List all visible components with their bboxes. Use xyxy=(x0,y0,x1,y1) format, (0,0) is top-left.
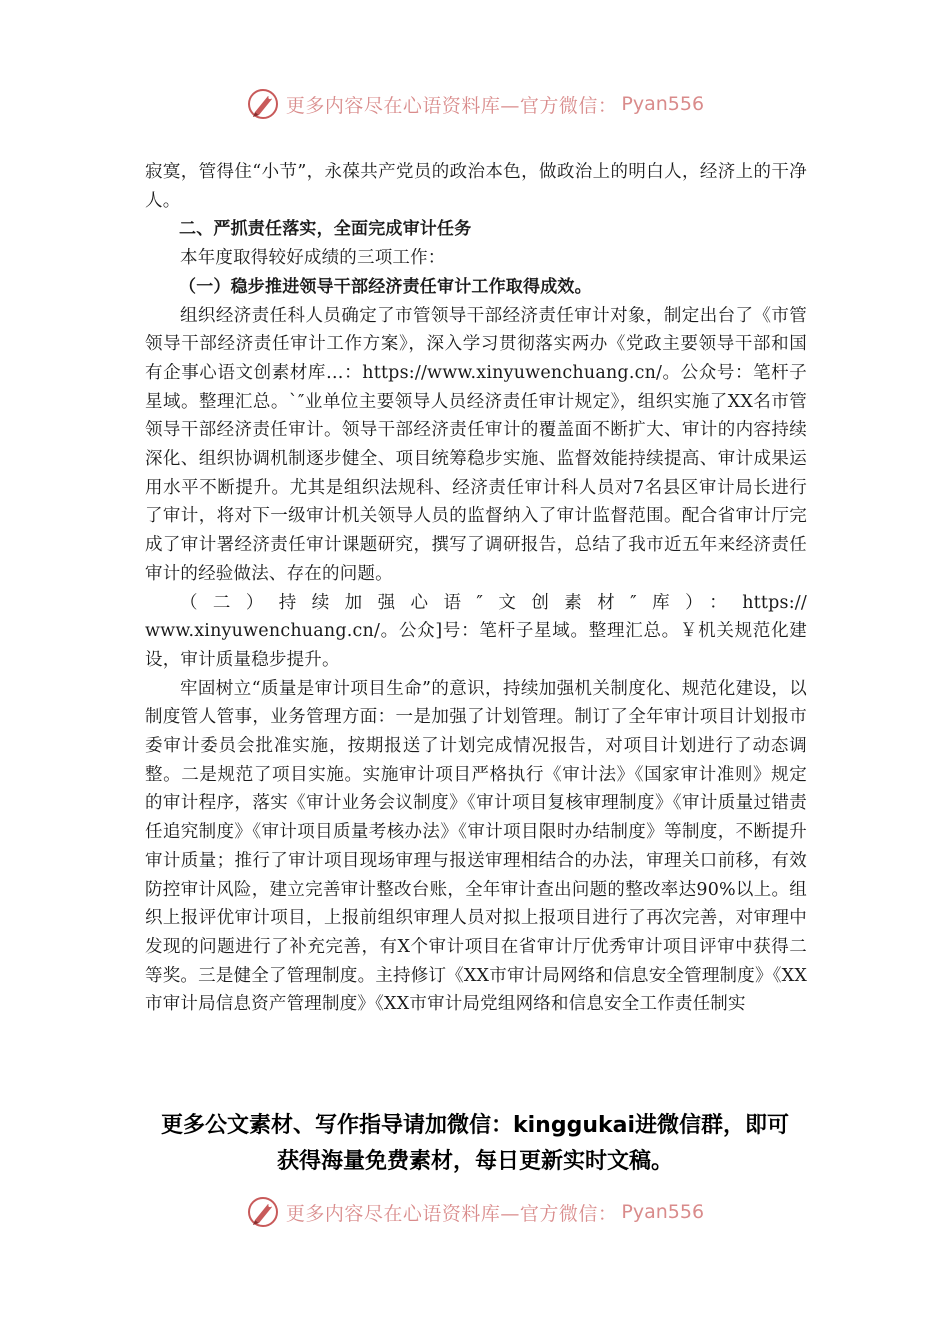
promo-notice xyxy=(100,1108,850,1180)
promo-line-2: 获得海量免费素材，每日更新实时文稿。 xyxy=(276,1149,673,1174)
document-body xyxy=(145,158,807,1019)
watermark-text: 更多内容尽在心语资料库—官方微信： xyxy=(285,1202,618,1225)
watermark-wechat-id: Pyan556 xyxy=(621,93,705,115)
paragraph-audit-work: 组织经济责任科人员确定了市管领导干部经济责任审计对象，制定出台了《市管领导干部经济责任审计工作方案》，深入学习贯彻落实两办《党政主要领导干部和国有企事心语文创素材库…：https://www.xinyuwenchuang.cn/。公众号：笔杆子星域。整理汇总。`″业单位主要领导人员经济责任审计规定》，组织实施了XX名市管领导干部经济责任审计。领导干部经济责任审计的覆盖面不断扩大、审计的内容持续深化、组织协调机制逐步健全、项目统筹稳步实施、监督效能持续提高、审计成果运用水平不断提升。尤其是组织法规科、经济责任审计科人员对7名县区审计局长进行了审计，将对下一级审计机关领导人员的监督纳入了审计监督范围。配合省审计厅完成了审计署经济责任审计课题研究，撰写了调研报告，总结了我市近五年来经济责任审计的经验做法、存在的问题。 xyxy=(145,305,807,584)
subsection-heading-1: （一）稳步推进领导干部经济责任审计工作取得成效。 xyxy=(179,276,592,297)
subsection-heading-2-line1: （二）持续加强心语″文创素材″库）：https:// xyxy=(180,592,807,613)
pen-nib-logo-icon xyxy=(246,87,280,121)
footer-watermark xyxy=(0,1192,950,1232)
pen-nib-logo-icon xyxy=(246,1195,280,1229)
watermark-wechat-id: Pyan556 xyxy=(621,1201,705,1223)
watermark-text: 更多内容尽在心语资料库—官方微信： xyxy=(285,94,618,117)
paragraph-continuation: 寂寞，管得住“小节”，永葆共产党员的政治本色，做政治上的明白人，经济上的干净人。 xyxy=(145,162,807,211)
promo-line-1: 更多公文素材、写作指导请加微信：kinggukai进微信群，即可 xyxy=(160,1113,789,1138)
paragraph-quality: 牢固树立“质量是审计项目生命”的意识，持续加强机关制度化、规范化建设，以制度管人管事，业务管理方面：一是加强了计划管理。制订了全年审计项目计划报市委审计委员会批准实施，按期报送了计划完成情况报告，对项目计划进行了动态调整。二是规范了项目实施。实施审计项目严格执行《审计法》《国家审计准则》规定的审计程序，落实《审计业务会议制度》《审计项目复核审理制度》《审计质量过错责任追究制度》《审计项目质量考核办法》《审计项目限时办结制度》等制度，不断提升审计质量；推行了审计项目现场审理与报送审理相结合的办法，审理关口前移，有效防控审计风险，建立完善审计整改台账，全年审计查出问题的整改率达90%以上。组织上报评优审计项目，上报前组织审理人员对拟上报项目进行了再次完善，对审理中发现的问题进行了补充完善，有X个审计项目在省审计厅优秀审计项目评审中获得二等奖。三是健全了管理制度。主持修订《XX市审计局网络和信息安全管理制度》《XX市审计局信息资产管理制度》《XX市审计局党组网络和信息安全工作责任制实 xyxy=(145,678,807,1015)
paragraph-intro: 本年度取得较好成绩的三项工作： xyxy=(180,248,446,269)
subsection-heading-2-rest: www.xinyuwenchuang.cn/。公众]号：笔杆子星域。整理汇总。￥机关规范化建设，审计质量稳步提升。 xyxy=(145,621,807,670)
section-heading-2: 二、严抓责任落实，全面完成审计任务 xyxy=(179,219,472,240)
header-watermark xyxy=(0,84,950,124)
